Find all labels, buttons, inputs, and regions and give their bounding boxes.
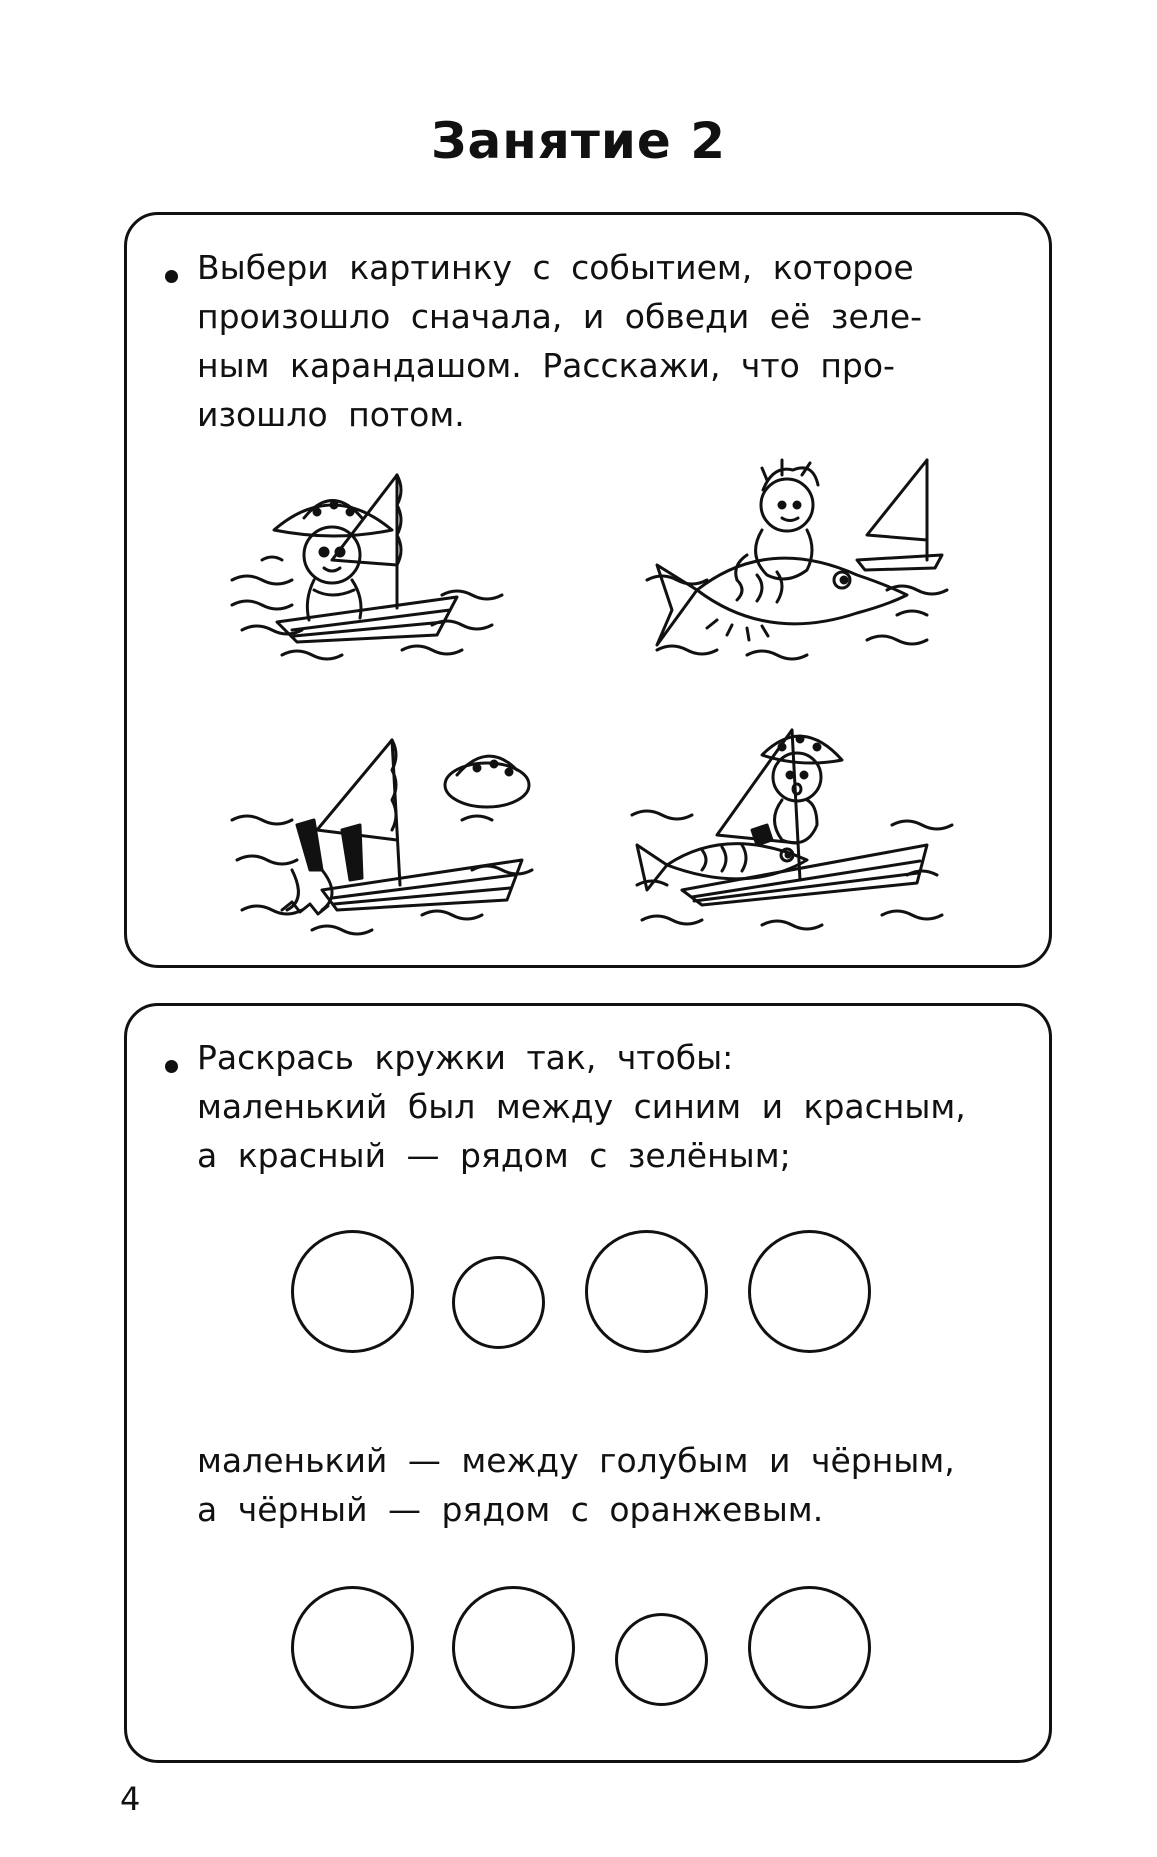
task-2-line: маленький был между синим и красным, [197,1087,966,1126]
picture-boy-on-mast[interactable] [622,715,962,945]
page-number: 4 [120,1780,141,1818]
page-title: Занятие 2 [430,112,727,170]
task-card-1 [124,212,1052,968]
bullet-icon [165,1060,178,1073]
task-2-line: Раскрась кружки так, чтобы: [197,1038,734,1077]
color-circle-small[interactable] [452,1256,545,1349]
task-1-text [197,243,922,439]
task-1-line: изошло потом. [197,395,465,434]
color-circle-big[interactable] [452,1586,575,1709]
picture-boy-fallen[interactable] [222,720,542,945]
picture-boy-sailing[interactable] [222,460,522,670]
picture-boy-on-fish[interactable] [637,450,967,675]
color-circle-big[interactable] [291,1586,414,1709]
task-2-line: маленький — между голубым и чёрным, [197,1441,955,1480]
task-2-text-b [197,1436,955,1534]
circles-row-2 [127,1586,1055,1726]
color-circle-big[interactable] [748,1586,871,1709]
circles-row-1 [127,1230,1055,1370]
color-circle-big[interactable] [748,1230,871,1353]
task-1-line: произошло сначала, и обведи её зеле- [197,297,923,336]
bullet-icon [165,270,178,283]
color-circle-big[interactable] [585,1230,708,1353]
task-2-line: а красный — рядом с зелёным; [197,1136,791,1175]
task-2-line: а чёрный — рядом с оранжевым. [197,1490,824,1529]
task-1-line: ным карандашом. Расскажи, что про- [197,346,895,385]
task-1-line: Выбери картинку с событием, которое [197,248,914,287]
color-circle-big[interactable] [291,1230,414,1353]
task-card-2 [124,1003,1052,1763]
task-2-text-a [197,1033,966,1180]
color-circle-small[interactable] [615,1613,708,1706]
